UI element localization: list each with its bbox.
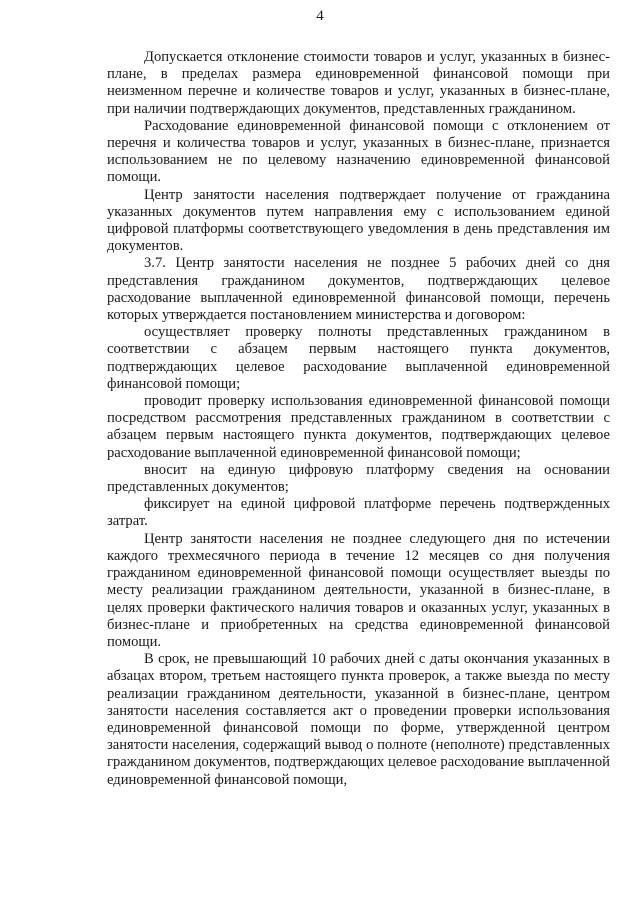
paragraph-receipt-confirmation: Центр занятости населения подтверждает получение от гражданина указанных документов путем направления ему с использованием единой цифровой платформы соответствующего уведомления в день представления им документов.: [107, 186, 610, 255]
paragraph-misuse-definition: Расходование единовременной финансовой помощи с отклонением от перечня и количества товаров и услуг, указанных в бизнес-плане, признается использованием не по целевому назначению единовременной финансовой помощи.: [107, 117, 610, 186]
paragraph-usage-check: проводит проверку использования единовременной финансовой помощи посредством рассмотрения представленных гражданином в соответствии с абзацем первым настоящего пункта документов, подтверждающих целевое расходование выплаченной единовременной финансовой помощи;: [107, 393, 610, 461]
paragraph-inspection-act: В срок, не превышающий 10 рабочих дней с даты окончания указанных в абзацах втором, третьем настоящего пункта проверок, а также выезда по месту реализации гражданином деятельности, указанной в бизнес-плане, центром занятости населения составляется акт о проведении проверки использования единовременной финансовой помощи по форме, утвержденной центром занятости населения, содержащий вывод о полноте (неполноте) представленных гражданином документов, подтверждающих целевое расходование выплаченной единовременной финансовой помощи,: [107, 651, 610, 788]
page-number: 4: [316, 8, 324, 24]
paragraph-site-visits: Центр занятости населения не позднее следующего дня по истечении каждого трехмесячного периода в течение 12 месяцев со дня получения гражданином единовременной финансовой помощи осуществляет выезды по месту реализации гражданином деятельности, указанной в бизнес-плане, в целях проверки фактического наличия товаров и оказанных услуг, указанных в бизнес-плане и приобретенных на средства единовременной финансовой помощи.: [107, 530, 610, 650]
paragraph-platform-entry: вносит на единую цифровую платформу сведения на основании представленных документов;: [107, 461, 610, 496]
document-body: [107, 49, 610, 789]
paragraph-cost-deviation: Допускается отклонение стоимости товаров и услуг, указанных в бизнес-плане, в пределах размера единовременной финансовой помощи при неизменном перечне и количестве товаров и услуг, указанных в бизнес-плане, при наличии подтверждающих документов, представленных гражданином.: [107, 49, 610, 117]
paragraph-costs-record: фиксирует на единой цифровой платформе перечень подтвержденных затрат.: [107, 496, 610, 530]
paragraph-clause-3-7: 3.7. Центр занятости населения не позднее 5 рабочих дней со дня представления гражданином документов, подтверждающих целевое расходование выплаченной единовременной финансовой помощи, перечень которых утверждается постановлением министерства и договором:: [107, 255, 610, 324]
paragraph-completeness-check: осуществляет проверку полноты представленных гражданином в соответствии с абзацем первым настоящего пункта документов, подтверждающих целевое расходование выплаченной единовременной финансовой помощи;: [107, 324, 610, 392]
